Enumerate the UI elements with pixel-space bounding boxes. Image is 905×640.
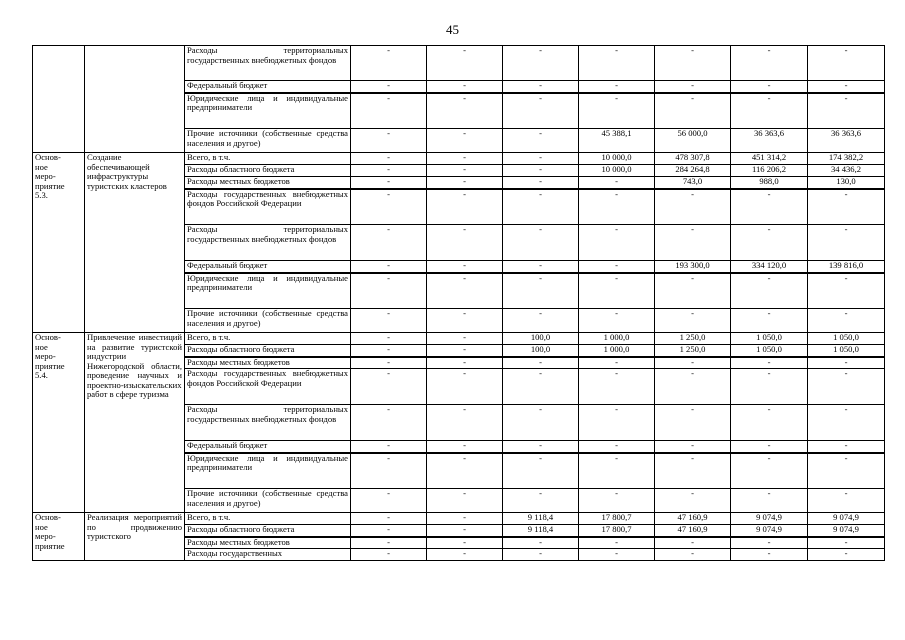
value-cell: - — [731, 225, 808, 261]
value-cell: - — [579, 177, 655, 189]
measure-name-cell — [85, 153, 185, 333]
value-cell: - — [655, 189, 731, 225]
funding-source-cell: Расходы областного бюджета — [185, 525, 351, 537]
funding-source-cell: Расходы местных бюджетов — [185, 357, 351, 369]
value-cell: - — [351, 405, 427, 441]
table-row — [33, 153, 885, 165]
funding-source-cell: Расходы местных бюджетов — [185, 177, 351, 189]
value-cell: - — [579, 81, 655, 93]
funding-source-cell: Расходы территориальных государственных внебюджетных фондов — [185, 46, 351, 81]
value-cell: - — [503, 369, 579, 405]
funding-source-cell: Расходы областного бюджета — [185, 165, 351, 177]
value-cell: 17 800,7 — [579, 525, 655, 537]
value-cell: - — [351, 309, 427, 333]
page-number: 45 — [446, 22, 459, 37]
value-cell: - — [427, 261, 503, 273]
value-cell: 10 000,0 — [579, 165, 655, 177]
value-cell: - — [503, 489, 579, 513]
table-row — [33, 333, 885, 345]
funding-source-cell: Прочие источники (собственные средства населения и другое) — [185, 489, 351, 513]
value-cell: - — [351, 153, 427, 165]
funding-source-cell: Расходы государственных — [185, 549, 351, 561]
value-cell: - — [503, 81, 579, 93]
value-cell: 100,0 — [503, 345, 579, 357]
funding-source-cell: Прочие источники (собственные средства населения и другое) — [185, 129, 351, 153]
value-cell: - — [351, 225, 427, 261]
value-cell: 478 307,8 — [655, 153, 731, 165]
value-cell: - — [427, 549, 503, 561]
value-cell: - — [808, 81, 885, 93]
funding-source-cell: Расходы государственных внебюджетных фондов Российской Федерации — [185, 189, 351, 225]
value-cell: 1 050,0 — [731, 345, 808, 357]
value-cell: - — [579, 309, 655, 333]
value-cell: 56 000,0 — [655, 129, 731, 153]
value-cell: - — [351, 441, 427, 453]
measure-cell — [33, 333, 85, 513]
value-cell: - — [655, 225, 731, 261]
value-cell: - — [579, 357, 655, 369]
value-cell: - — [351, 369, 427, 405]
value-cell: 193 300,0 — [655, 261, 731, 273]
value-cell: - — [427, 513, 503, 525]
value-cell: - — [731, 441, 808, 453]
value-cell: - — [731, 369, 808, 405]
value-cell: - — [579, 189, 655, 225]
value-cell: - — [579, 489, 655, 513]
value-cell: - — [427, 333, 503, 345]
value-cell: - — [655, 489, 731, 513]
value-cell: 1 000,0 — [579, 345, 655, 357]
value-cell: - — [731, 81, 808, 93]
budget-table — [32, 45, 885, 561]
measure-name: Создание обеспечивающей инфраструктуры туристских кластеров — [87, 152, 167, 191]
funding-source-cell: Юридические лица и индивидуальные предприниматели — [185, 273, 351, 309]
value-cell: - — [808, 357, 885, 369]
value-cell: - — [427, 81, 503, 93]
value-cell: - — [579, 225, 655, 261]
value-cell: - — [503, 441, 579, 453]
funding-source-cell: Юридические лица и индивидуальные предприниматели — [185, 93, 351, 129]
value-cell: - — [731, 273, 808, 309]
value-cell: - — [579, 93, 655, 129]
value-cell: - — [731, 189, 808, 225]
value-cell: - — [503, 177, 579, 189]
value-cell: 1 050,0 — [808, 345, 885, 357]
value-cell: - — [427, 405, 503, 441]
funding-source-cell: Всего, в т.ч. — [185, 513, 351, 525]
value-cell: - — [351, 513, 427, 525]
value-cell: - — [503, 93, 579, 129]
value-cell: - — [731, 309, 808, 333]
value-cell: - — [579, 261, 655, 273]
value-cell: - — [351, 93, 427, 129]
value-cell: - — [808, 273, 885, 309]
funding-source-cell: Всего, в т.ч. — [185, 153, 351, 165]
measure-name-cell — [85, 333, 185, 513]
table-row — [33, 513, 885, 525]
value-cell: 45 388,1 — [579, 129, 655, 153]
value-cell: 174 382,2 — [808, 153, 885, 165]
value-cell: - — [427, 93, 503, 129]
value-cell: - — [427, 225, 503, 261]
measure-name-cell — [85, 46, 185, 153]
value-cell: - — [503, 453, 579, 489]
value-cell: - — [427, 489, 503, 513]
value-cell: - — [427, 357, 503, 369]
value-cell: 1 250,0 — [655, 345, 731, 357]
value-cell: - — [655, 405, 731, 441]
value-cell: - — [579, 537, 655, 549]
value-cell: - — [808, 225, 885, 261]
value-cell: - — [503, 357, 579, 369]
value-cell: 284 264,8 — [655, 165, 731, 177]
value-cell: 9 074,9 — [808, 525, 885, 537]
measure-label: Основ- ное меро- приятие 5.4. — [35, 332, 65, 380]
value-cell: - — [731, 453, 808, 489]
value-cell: 9 118,4 — [503, 525, 579, 537]
value-cell: - — [579, 549, 655, 561]
value-cell: 17 800,7 — [579, 513, 655, 525]
value-cell: - — [655, 549, 731, 561]
value-cell: - — [655, 81, 731, 93]
value-cell: - — [351, 525, 427, 537]
value-cell: 988,0 — [731, 177, 808, 189]
value-cell: - — [731, 46, 808, 81]
value-cell: - — [808, 405, 885, 441]
value-cell: - — [351, 129, 427, 153]
value-cell: 47 160,9 — [655, 513, 731, 525]
value-cell: - — [351, 549, 427, 561]
value-cell: - — [503, 225, 579, 261]
value-cell: - — [808, 189, 885, 225]
value-cell: - — [655, 369, 731, 405]
value-cell: - — [503, 405, 579, 441]
value-cell: 10 000,0 — [579, 153, 655, 165]
funding-source-cell: Расходы государственных внебюджетных фондов Российской Федерации — [185, 369, 351, 405]
value-cell: - — [427, 165, 503, 177]
value-cell: - — [655, 93, 731, 129]
value-cell: - — [731, 93, 808, 129]
value-cell: - — [579, 453, 655, 489]
value-cell: - — [351, 489, 427, 513]
measure-name: Привлечение инвестиций на развитие туристской индустрии Нижегородской области, проведение научных и проектно-изыскательских работ в сфере туризма — [87, 332, 182, 399]
value-cell: - — [579, 369, 655, 405]
value-cell: - — [579, 405, 655, 441]
value-cell: - — [503, 153, 579, 165]
value-cell: - — [427, 129, 503, 153]
measure-name: Реализация мероприятий по продвижению туристского — [87, 512, 182, 541]
value-cell: - — [351, 261, 427, 273]
value-cell: - — [731, 537, 808, 549]
value-cell: 9 118,4 — [503, 513, 579, 525]
value-cell: - — [427, 345, 503, 357]
value-cell: - — [351, 165, 427, 177]
value-cell: 451 314,2 — [731, 153, 808, 165]
value-cell: 116 206,2 — [731, 165, 808, 177]
measure-label: Основ- ное меро- приятие 5.3. — [35, 152, 65, 200]
value-cell: 36 363,6 — [731, 129, 808, 153]
value-cell: 1 000,0 — [579, 333, 655, 345]
value-cell: - — [427, 369, 503, 405]
value-cell: - — [731, 549, 808, 561]
value-cell: - — [427, 441, 503, 453]
value-cell: - — [351, 345, 427, 357]
value-cell: - — [808, 369, 885, 405]
funding-source-cell: Расходы местных бюджетов — [185, 537, 351, 549]
table-row — [33, 46, 885, 81]
funding-source-cell: Расходы территориальных государственных внебюджетных фондов — [185, 225, 351, 261]
value-cell: - — [427, 537, 503, 549]
value-cell: 36 363,6 — [808, 129, 885, 153]
funding-source-cell: Федеральный бюджет — [185, 261, 351, 273]
value-cell: - — [655, 309, 731, 333]
value-cell: - — [503, 537, 579, 549]
value-cell: - — [731, 489, 808, 513]
table-body — [33, 46, 885, 561]
value-cell: 9 074,9 — [808, 513, 885, 525]
value-cell: - — [579, 441, 655, 453]
value-cell: - — [503, 549, 579, 561]
value-cell: - — [808, 453, 885, 489]
value-cell: - — [427, 46, 503, 81]
value-cell: 130,0 — [808, 177, 885, 189]
value-cell: - — [655, 537, 731, 549]
value-cell: - — [579, 46, 655, 81]
value-cell: - — [808, 441, 885, 453]
value-cell: - — [503, 129, 579, 153]
funding-source-cell: Федеральный бюджет — [185, 441, 351, 453]
value-cell: 34 436,2 — [808, 165, 885, 177]
value-cell: - — [503, 46, 579, 81]
value-cell: - — [808, 309, 885, 333]
value-cell: - — [655, 273, 731, 309]
value-cell: - — [351, 273, 427, 309]
value-cell: - — [655, 441, 731, 453]
value-cell: - — [427, 273, 503, 309]
value-cell: - — [655, 453, 731, 489]
value-cell: - — [655, 357, 731, 369]
value-cell: - — [427, 177, 503, 189]
value-cell: - — [427, 525, 503, 537]
value-cell: - — [808, 46, 885, 81]
value-cell: 9 074,9 — [731, 525, 808, 537]
value-cell: - — [351, 453, 427, 489]
measure-cell — [33, 513, 85, 561]
value-cell: - — [427, 153, 503, 165]
value-cell: 1 050,0 — [808, 333, 885, 345]
value-cell: - — [731, 405, 808, 441]
value-cell: - — [808, 549, 885, 561]
value-cell: - — [351, 537, 427, 549]
value-cell: 47 160,9 — [655, 525, 731, 537]
value-cell: - — [655, 46, 731, 81]
value-cell: - — [503, 273, 579, 309]
funding-source-cell: Всего, в т.ч. — [185, 333, 351, 345]
value-cell: - — [503, 309, 579, 333]
funding-source-cell: Расходы территориальных государственных внебюджетных фондов — [185, 405, 351, 441]
value-cell: - — [351, 189, 427, 225]
measure-label: Основ- ное меро- приятие — [35, 512, 65, 551]
funding-source-cell: Федеральный бюджет — [185, 81, 351, 93]
value-cell: - — [808, 489, 885, 513]
value-cell: - — [427, 453, 503, 489]
value-cell: - — [351, 357, 427, 369]
value-cell: - — [351, 177, 427, 189]
value-cell: 1 050,0 — [731, 333, 808, 345]
measure-cell — [33, 46, 85, 153]
value-cell: - — [808, 93, 885, 129]
value-cell: 743,0 — [655, 177, 731, 189]
value-cell: - — [808, 537, 885, 549]
value-cell: - — [579, 273, 655, 309]
funding-source-cell: Юридические лица и индивидуальные предприниматели — [185, 453, 351, 489]
value-cell: - — [427, 309, 503, 333]
value-cell: 334 120,0 — [731, 261, 808, 273]
value-cell: - — [731, 357, 808, 369]
value-cell: - — [427, 189, 503, 225]
value-cell: - — [351, 46, 427, 81]
value-cell: 100,0 — [503, 333, 579, 345]
value-cell: - — [503, 189, 579, 225]
measure-name-cell — [85, 513, 185, 561]
value-cell: - — [351, 333, 427, 345]
value-cell: 139 816,0 — [808, 261, 885, 273]
value-cell: 9 074,9 — [731, 513, 808, 525]
funding-source-cell: Прочие источники (собственные средства населения и другое) — [185, 309, 351, 333]
value-cell: 1 250,0 — [655, 333, 731, 345]
funding-source-cell: Расходы областного бюджета — [185, 345, 351, 357]
value-cell: - — [351, 81, 427, 93]
value-cell: - — [503, 261, 579, 273]
value-cell: - — [503, 165, 579, 177]
measure-cell — [33, 153, 85, 333]
